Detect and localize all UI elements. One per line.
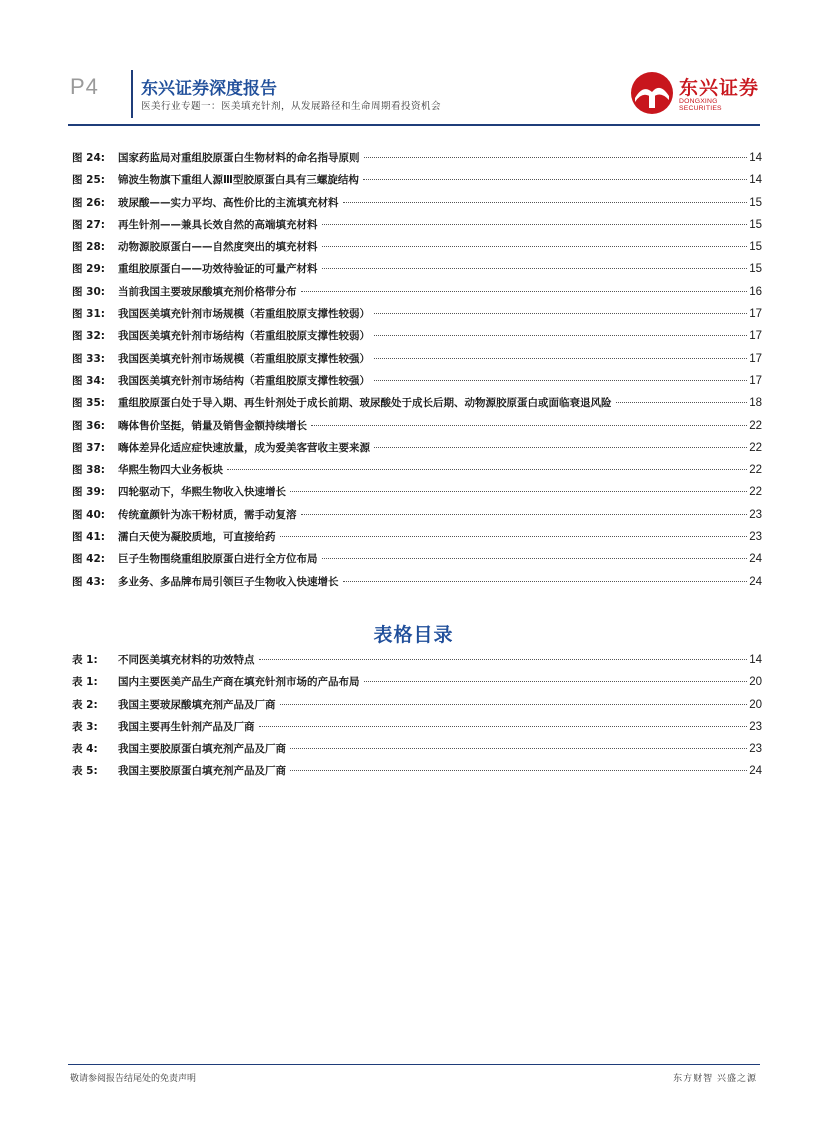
- figure-toc-entry[interactable]: [72, 395, 762, 417]
- figure-toc-entry[interactable]: [72, 440, 762, 462]
- figure-toc-entry[interactable]: [72, 574, 762, 596]
- toc-entry-title: 我国主要胶原蛋白填充剂产品及厂商: [118, 765, 286, 778]
- toc-entry-title: 我国医美填充针剂市场结构（若重组胶原支撑性较弱）: [118, 330, 370, 343]
- toc-entry-title: 我国医美填充针剂市场规模（若重组胶原支撑性较强）: [118, 352, 370, 365]
- toc-entry-page: 20: [749, 676, 762, 689]
- figure-toc-entry[interactable]: [72, 195, 762, 217]
- figure-toc-entry[interactable]: [72, 351, 762, 373]
- toc-dot-leader: [290, 770, 747, 771]
- toc-entry-label: 图 37:: [72, 441, 105, 454]
- figure-toc-entry[interactable]: [72, 284, 762, 306]
- toc-dot-leader: [322, 246, 748, 247]
- toc-entry-page: 14: [749, 152, 762, 164]
- toc-entry-title: 嗨体售价坚挺，销量及销售金额持续增长: [118, 419, 307, 432]
- toc-entry-title: 再生针剂——兼具长效自然的高端填充材料: [118, 218, 318, 231]
- table-toc-entry[interactable]: [72, 763, 762, 785]
- toc-entry-page: 15: [749, 196, 762, 209]
- toc-dot-leader: [343, 202, 748, 203]
- toc-dot-leader: [364, 681, 748, 682]
- header-divider: [131, 70, 133, 118]
- toc-entry-title: 传统童颜针为冻干粉材质，需手动复溶: [118, 508, 297, 521]
- toc-dot-leader: [364, 157, 748, 158]
- toc-entry-page: 16: [749, 285, 762, 298]
- toc-dot-leader: [363, 179, 747, 180]
- toc-entry-page: 23: [749, 743, 762, 756]
- toc-entry-label: 图 26:: [72, 196, 105, 209]
- toc-entry-page: 15: [749, 241, 762, 254]
- figure-toc-list: [72, 150, 762, 596]
- toc-entry-label: 图 28:: [72, 241, 105, 254]
- toc-dot-leader: [311, 425, 747, 426]
- company-logo: [629, 70, 759, 116]
- toc-dot-leader: [616, 402, 748, 403]
- toc-entry-page: 22: [749, 486, 762, 499]
- footer-rule: [68, 1064, 760, 1065]
- toc-dot-leader: [290, 748, 747, 749]
- toc-entry-label: 图 40:: [72, 508, 105, 521]
- toc-entry-label: 表 3:: [72, 720, 98, 733]
- figure-toc-entry[interactable]: [72, 172, 762, 194]
- toc-entry-title: 我国医美填充针剂市场规模（若重组胶原支撑性较弱）: [118, 308, 370, 321]
- logo-text-cn: 东兴证券: [679, 77, 760, 99]
- toc-entry-title: 玻尿酸——实力平均、高性价比的主流填充材料: [118, 196, 339, 209]
- toc-dot-leader: [301, 514, 748, 515]
- toc-entry-page: 24: [749, 575, 762, 588]
- figure-toc-entry[interactable]: [72, 261, 762, 283]
- table-toc-list: [72, 652, 762, 786]
- toc-entry-page: 17: [749, 374, 762, 387]
- toc-entry-label: 图 29:: [72, 263, 105, 276]
- toc-entry-page: 14: [749, 174, 762, 187]
- figure-toc-entry[interactable]: [72, 150, 762, 172]
- toc-entry-title: 四轮驱动下，华熙生物收入快速增长: [118, 486, 286, 499]
- toc-dot-leader: [259, 659, 748, 660]
- toc-dot-leader: [322, 268, 748, 269]
- toc-entry-page: 22: [749, 464, 762, 477]
- toc-entry-label: 图 41:: [72, 531, 105, 544]
- figure-toc-entry[interactable]: [72, 306, 762, 328]
- toc-entry-label: 图 32:: [72, 330, 105, 343]
- toc-entry-label: 图 30:: [72, 285, 105, 298]
- toc-entry-page: 18: [749, 397, 762, 410]
- page-number: P4: [70, 74, 99, 99]
- toc-entry-page: 23: [749, 508, 762, 521]
- toc-dot-leader: [280, 536, 748, 537]
- toc-entry-title: 我国主要再生针剂产品及厂商: [118, 720, 255, 733]
- toc-entry-page: 23: [749, 720, 762, 733]
- toc-dot-leader: [227, 469, 747, 470]
- toc-entry-title: 动物源胶原蛋白——自然度突出的填充材料: [118, 241, 318, 254]
- table-toc-entry[interactable]: [72, 674, 762, 696]
- figure-toc-entry[interactable]: [72, 507, 762, 529]
- logo-text-en: DONGXING SECURITIES: [679, 98, 722, 112]
- toc-entry-title: 不同医美填充材料的功效特点: [118, 654, 255, 666]
- toc-entry-page: 17: [749, 330, 762, 343]
- toc-entry-page: 20: [749, 698, 762, 711]
- toc-entry-label: 图 42:: [72, 553, 105, 566]
- toc-entry-page: 22: [749, 441, 762, 454]
- toc-entry-label: 图 36:: [72, 419, 105, 432]
- figure-toc-entry[interactable]: [72, 217, 762, 239]
- footer-slogan: 东方财智 兴盛之源: [673, 1074, 757, 1084]
- page-header: [0, 0, 827, 130]
- toc-dot-leader: [290, 491, 747, 492]
- table-toc-entry[interactable]: [72, 719, 762, 741]
- toc-dot-leader: [301, 291, 748, 292]
- toc-entry-title: 多业务、多品牌布局引领巨子生物收入快速增长: [118, 575, 339, 588]
- toc-entry-page: 14: [749, 654, 762, 666]
- report-title: 东兴证券深度报告: [141, 79, 277, 99]
- logo-mark-icon: [629, 70, 675, 116]
- toc-entry-page: 24: [749, 765, 762, 778]
- toc-dot-leader: [374, 335, 747, 336]
- toc-entry-label: 图 27:: [72, 218, 105, 231]
- toc-entry-label: 图 34:: [72, 374, 105, 387]
- header-rule: [68, 124, 760, 126]
- figure-toc-entry[interactable]: [72, 373, 762, 395]
- toc-entry-page: 17: [749, 352, 762, 365]
- report-subtitle: 医美行业专题一：医美填充针剂，从发展路径和生命周期看投资机会: [141, 101, 442, 112]
- toc-dot-leader: [280, 704, 748, 705]
- figure-toc-entry[interactable]: [72, 418, 762, 440]
- figure-toc-entry[interactable]: [72, 484, 762, 506]
- toc-entry-page: 15: [749, 263, 762, 276]
- toc-entry-label: 表 4:: [72, 743, 98, 756]
- toc-entry-title: 嗨体差异化适应症快速放量，成为爱美客营收主要来源: [118, 441, 370, 454]
- toc-entry-label: 图 38:: [72, 464, 105, 477]
- toc-entry-title: 锦波生物旗下重组人源Ⅲ型胶原蛋白具有三螺旋结构: [118, 174, 359, 187]
- toc-entry-label: 图 43:: [72, 575, 105, 588]
- toc-entry-label: 表 5:: [72, 765, 98, 778]
- toc-entry-title: 我国主要胶原蛋白填充剂产品及厂商: [118, 743, 286, 756]
- toc-entry-label: 图 35:: [72, 397, 105, 410]
- figure-toc-entry[interactable]: [72, 328, 762, 350]
- toc-entry-title: 重组胶原蛋白——功效待验证的可量产材料: [118, 263, 318, 276]
- toc-entry-label: 表 2:: [72, 698, 98, 711]
- toc-dot-leader: [343, 581, 748, 582]
- toc-dot-leader: [374, 358, 747, 359]
- toc-entry-page: 15: [749, 218, 762, 231]
- toc-entry-page: 22: [749, 419, 762, 432]
- toc-entry-page: 17: [749, 308, 762, 321]
- toc-entry-title: 当前我国主要玻尿酸填充剂价格带分布: [118, 285, 297, 298]
- toc-dot-leader: [374, 380, 747, 381]
- toc-entry-label: 图 33:: [72, 352, 105, 365]
- table-toc-entry[interactable]: [72, 741, 762, 763]
- toc-dot-leader: [322, 224, 748, 225]
- toc-entry-title: 我国医美填充针剂市场结构（若重组胶原支撑性较强）: [118, 374, 370, 387]
- toc-dot-leader: [259, 726, 748, 727]
- table-toc-entry[interactable]: [72, 652, 762, 674]
- toc-entry-page: 24: [749, 553, 762, 566]
- toc-entry-label: 图 24:: [72, 152, 105, 164]
- toc-entry-title: 我国主要玻尿酸填充剂产品及厂商: [118, 698, 276, 711]
- toc-entry-label: 图 25:: [72, 174, 105, 187]
- toc-entry-title: 华熙生物四大业务板块: [118, 464, 223, 477]
- toc-entry-label: 图 31:: [72, 308, 105, 321]
- toc-entry-label: 图 39:: [72, 486, 105, 499]
- figure-toc-entry[interactable]: [72, 551, 762, 573]
- footer-disclaimer: 敬请参阅报告结尾处的免责声明: [70, 1074, 197, 1084]
- toc-dot-leader: [322, 558, 748, 559]
- table-toc-heading: 表格目录: [373, 624, 454, 646]
- toc-entry-page: 23: [749, 531, 762, 544]
- toc-entry-title: 濡白天使为凝胶质地，可直接给药: [118, 531, 276, 544]
- toc-entry-title: 巨子生物围绕重组胶原蛋白进行全方位布局: [118, 553, 318, 566]
- figure-toc-entry[interactable]: [72, 462, 762, 484]
- toc-entry-title: 国家药监局对重组胶原蛋白生物材料的命名指导原则: [118, 152, 360, 164]
- toc-entry-label: 表 1:: [72, 676, 98, 689]
- figure-toc-entry[interactable]: [72, 239, 762, 261]
- figure-toc-entry[interactable]: [72, 529, 762, 551]
- toc-dot-leader: [374, 447, 747, 448]
- toc-entry-title: 国内主要医美产品生产商在填充针剂市场的产品布局: [118, 676, 360, 689]
- table-toc-entry[interactable]: [72, 697, 762, 719]
- toc-entry-label: 表 1:: [72, 654, 98, 666]
- toc-entry-title: 重组胶原蛋白处于导入期、再生针剂处于成长前期、玻尿酸处于成长后期、动物源胶原蛋白或面临衰退风险: [118, 397, 612, 410]
- toc-dot-leader: [374, 313, 747, 314]
